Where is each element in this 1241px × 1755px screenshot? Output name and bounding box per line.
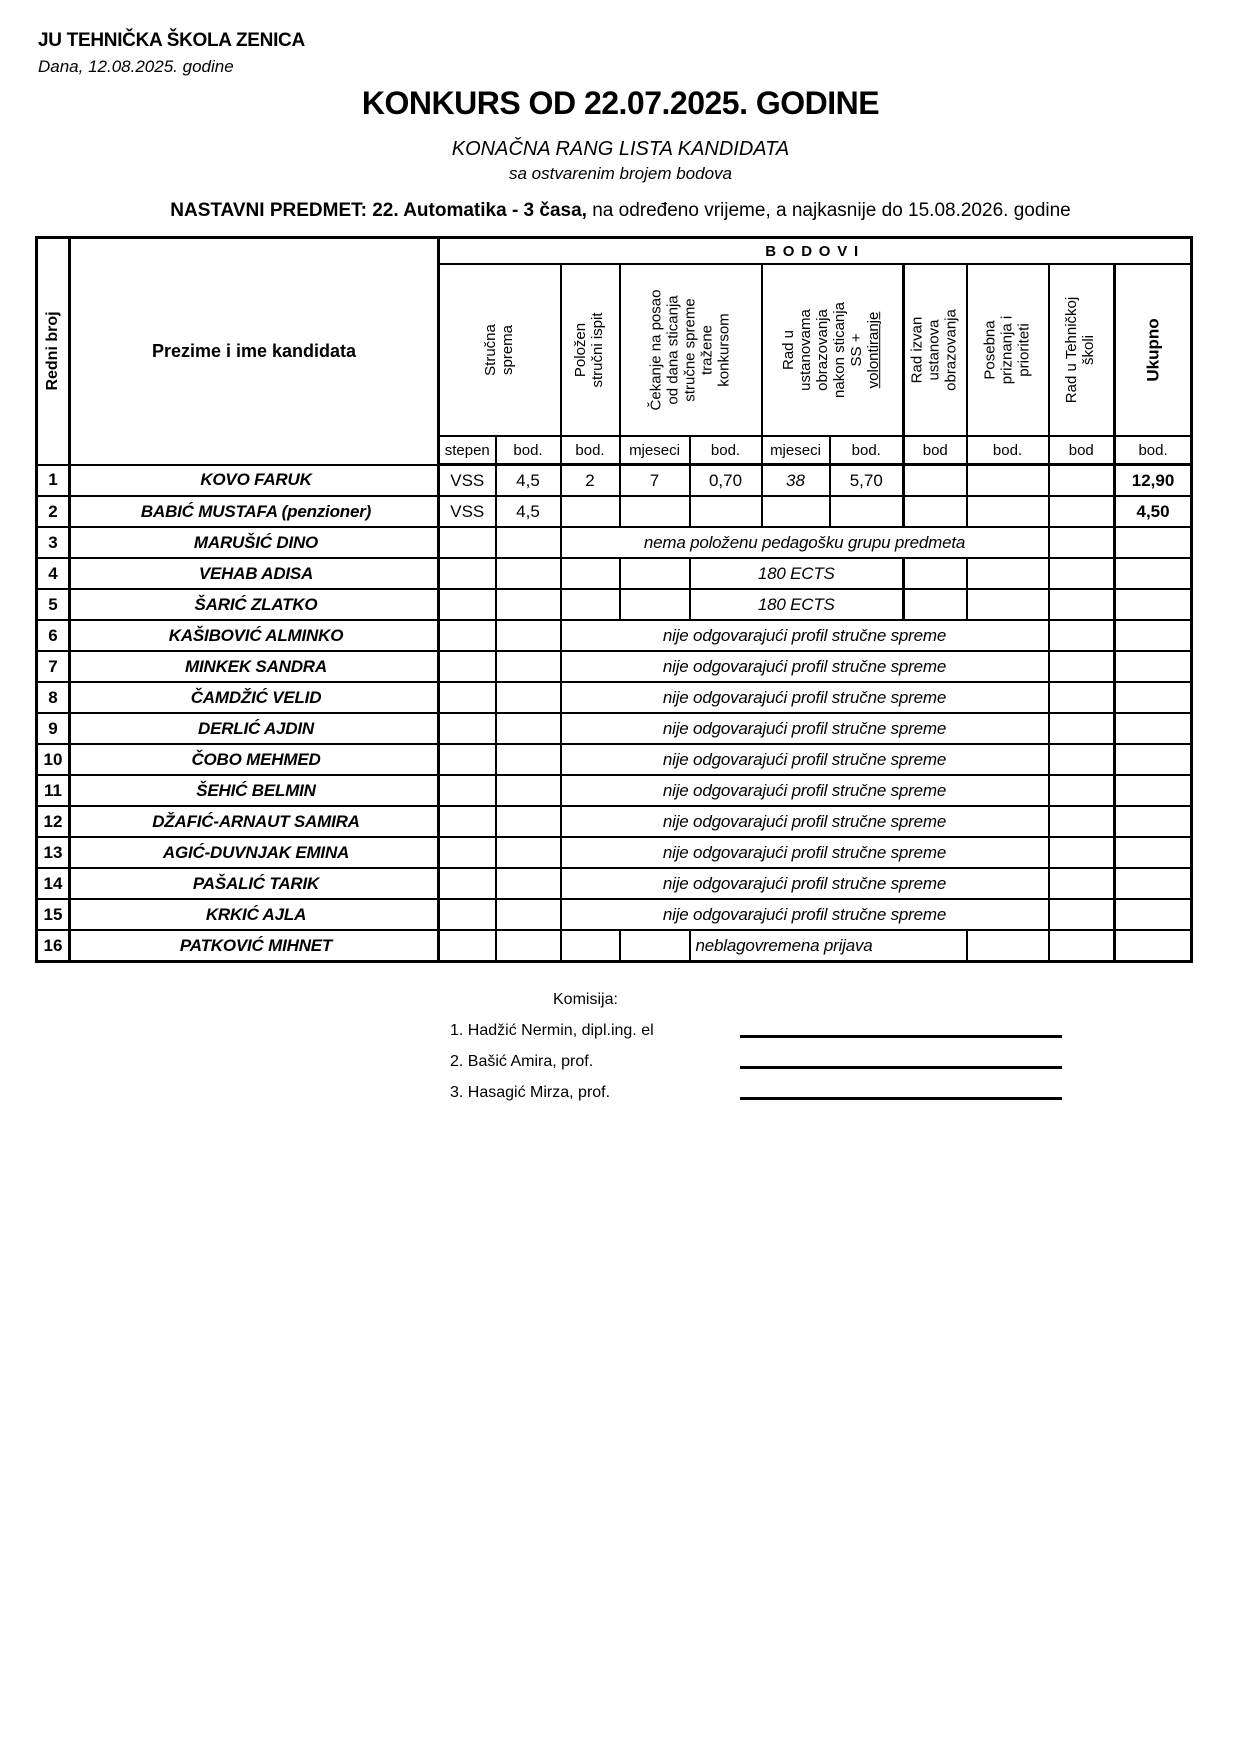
table-row <box>37 868 1192 899</box>
score-cell <box>1049 868 1115 899</box>
score-cell <box>439 651 496 682</box>
score-cell <box>967 496 1049 527</box>
score-cell <box>1049 496 1115 527</box>
committee-section <box>0 991 1241 1102</box>
candidate-name: KRKIĆ AJLA <box>70 899 439 930</box>
score-cell <box>439 682 496 713</box>
score-cell: 2 <box>561 465 620 497</box>
table-row <box>37 682 1192 713</box>
score-cell <box>439 837 496 868</box>
score-cell <box>1115 837 1192 868</box>
score-cell <box>439 558 496 589</box>
score-cell <box>830 496 904 527</box>
score-cell <box>1115 682 1192 713</box>
note-cell: nije odgovarajući profil stručne spreme <box>561 868 1049 899</box>
table-row <box>37 558 1192 589</box>
candidate-name: MINKEK SANDRA <box>70 651 439 682</box>
row-number: 8 <box>37 682 70 713</box>
score-cell <box>1049 620 1115 651</box>
candidate-name: DŽAFIĆ-ARNAUT SAMIRA <box>70 806 439 837</box>
table-row <box>37 620 1192 651</box>
candidate-name: ŠARIĆ ZLATKO <box>70 589 439 620</box>
score-cell <box>496 868 561 899</box>
table-row <box>37 465 1192 497</box>
committee-label: Komisija: <box>553 991 618 1008</box>
score-cell <box>967 930 1049 962</box>
table-row <box>37 837 1192 868</box>
unit-header: bod. <box>561 436 620 465</box>
candidate-name: PAŠALIĆ TARIK <box>70 868 439 899</box>
score-cell <box>439 775 496 806</box>
score-cell <box>1115 775 1192 806</box>
score-cell <box>1049 930 1115 962</box>
unit-header: mjeseci <box>620 436 690 465</box>
score-cell <box>1115 651 1192 682</box>
score-cell <box>439 899 496 930</box>
score-cell <box>1115 899 1192 930</box>
col-header-rad-izvan <box>904 264 967 436</box>
redni-broj-label: Redni broj <box>43 311 61 391</box>
row-number: 1 <box>37 465 70 497</box>
score-cell <box>967 589 1049 620</box>
note-cell: nije odgovarajući profil stručne spreme <box>561 620 1049 651</box>
table-row <box>37 651 1192 682</box>
score-cell <box>439 620 496 651</box>
score-cell <box>439 930 496 962</box>
score-cell <box>561 496 620 527</box>
committee-member-name: 1. Hadžić Nermin, dipl.ing. el <box>450 1022 654 1039</box>
score-cell: 7 <box>620 465 690 497</box>
table-row <box>37 806 1192 837</box>
score-cell: 4,5 <box>496 496 561 527</box>
table-row <box>37 930 1192 962</box>
committee-member-row <box>0 1053 1241 1071</box>
school-name: JU TEHNIČKA ŠKOLA ZENICA <box>38 30 305 51</box>
row-number: 7 <box>37 651 70 682</box>
subtitle-bodovi: sa ostvarenim brojem bodova <box>508 164 732 183</box>
candidate-name: KOVO FARUK <box>70 465 439 497</box>
col-header-label: Čekanje na posao od dana sticanja stručne spreme tražene konkursom <box>647 289 732 411</box>
unit-header: bod. <box>830 436 904 465</box>
score-cell <box>496 651 561 682</box>
unit-header: stepen <box>439 436 496 465</box>
note-cell: nije odgovarajući profil stručne spreme <box>561 682 1049 713</box>
score-cell <box>1115 806 1192 837</box>
signature-line <box>740 1035 1062 1038</box>
score-cell <box>1049 806 1115 837</box>
note-cell: 180 ECTS <box>690 589 904 620</box>
unit-header: bod. <box>496 436 561 465</box>
score-cell <box>1049 558 1115 589</box>
note-cell: 180 ECTS <box>690 558 904 589</box>
note-cell: nije odgovarajući profil stručne spreme <box>561 806 1049 837</box>
score-cell <box>967 465 1049 497</box>
date-line: Dana, 12.08.2025. godine <box>38 57 234 76</box>
score-cell <box>439 713 496 744</box>
score-cell <box>1049 744 1115 775</box>
score-cell: 5,70 <box>830 465 904 497</box>
committee-member-row <box>0 1084 1241 1102</box>
committee-member-row <box>0 1022 1241 1040</box>
score-cell <box>1115 713 1192 744</box>
score-cell <box>762 496 830 527</box>
score-cell <box>496 620 561 651</box>
col-header-redni-broj <box>37 238 70 465</box>
score-cell <box>1115 868 1192 899</box>
col-header-polo-en <box>561 264 620 436</box>
score-cell <box>496 682 561 713</box>
score-cell <box>620 496 690 527</box>
unit-header: bod. <box>1115 436 1192 465</box>
score-cell <box>1049 899 1115 930</box>
committee-member-name: 2. Bašić Amira, prof. <box>450 1053 594 1070</box>
score-cell <box>1049 527 1115 558</box>
score-cell <box>1049 713 1115 744</box>
table-row <box>37 775 1192 806</box>
candidate-name: ČAMDŽIĆ VELID <box>70 682 439 713</box>
unit-header: mjeseci <box>762 436 830 465</box>
score-cell <box>967 558 1049 589</box>
col-header-prezime: Prezime i ime kandidata <box>70 238 439 465</box>
score-cell: 38 <box>762 465 830 497</box>
col-header-label: Rad u Tehničkoj školi <box>1063 296 1098 404</box>
candidate-name: DERLIĆ AJDIN <box>70 713 439 744</box>
score-cell <box>1115 620 1192 651</box>
score-cell: VSS <box>439 465 496 497</box>
note-cell: nije odgovarajući profil stručne spreme <box>561 899 1049 930</box>
note-cell: nije odgovarajući profil stručne spreme <box>561 713 1049 744</box>
score-cell <box>904 589 967 620</box>
row-number: 5 <box>37 589 70 620</box>
row-number: 9 <box>37 713 70 744</box>
col-header-ukupno <box>1115 264 1192 436</box>
col-header-label: Rad u ustanovama obrazovanja nakon sticanja SS + volontiranje <box>780 302 883 398</box>
candidate-name: AGIĆ-DUVNJAK EMINA <box>70 837 439 868</box>
committee-members <box>0 1022 1241 1102</box>
note-cell: neblagovremena prijava <box>690 930 967 962</box>
candidate-name: MARUŠIĆ DINO <box>70 527 439 558</box>
score-cell <box>496 806 561 837</box>
subtitle-rang-lista: KONAČNA RANG LISTA KANDIDATA <box>451 138 790 160</box>
signature-line <box>740 1066 1062 1069</box>
score-cell <box>620 930 690 962</box>
score-cell <box>439 744 496 775</box>
score-cell <box>620 558 690 589</box>
score-cell <box>1115 744 1192 775</box>
score-cell <box>496 775 561 806</box>
row-number: 4 <box>37 558 70 589</box>
score-cell <box>439 806 496 837</box>
subject-line-bold: NASTAVNI PREDMET: 22. Automatika - 3 časa, <box>170 200 587 221</box>
col-header-label: Rad izvan ustanova obrazovanja <box>908 309 960 391</box>
score-cell <box>1115 930 1192 962</box>
col-header-label: Ukupno <box>1143 318 1163 382</box>
score-cell <box>496 713 561 744</box>
score-cell <box>690 496 762 527</box>
row-number: 14 <box>37 868 70 899</box>
score-cell <box>561 558 620 589</box>
candidate-name: PATKOVIĆ MIHNET <box>70 930 439 962</box>
score-cell <box>1049 651 1115 682</box>
candidate-name: VEHAB ADISA <box>70 558 439 589</box>
score-cell <box>620 589 690 620</box>
subject-line-rest: na određeno vrijeme, a najkasnije do 15.08.2026. godine <box>586 200 1071 221</box>
row-number: 11 <box>37 775 70 806</box>
score-cell <box>1049 465 1115 497</box>
col-header-label: Položen stručni ispit <box>572 312 606 388</box>
score-cell <box>561 930 620 962</box>
candidate-name: BABIĆ MUSTAFA (penzioner) <box>70 496 439 527</box>
table-row <box>37 713 1192 744</box>
score-cell <box>439 527 496 558</box>
score-cell <box>904 465 967 497</box>
note-cell: nije odgovarajući profil stručne spreme <box>561 651 1049 682</box>
col-header-label: Posebna priznanja i prioriteti <box>981 315 1032 385</box>
score-cell <box>496 899 561 930</box>
unit-header: bod <box>904 436 967 465</box>
score-cell <box>561 589 620 620</box>
col-header-stru-na <box>439 264 561 436</box>
candidate-name: ČOBO MEHMED <box>70 744 439 775</box>
score-cell <box>1049 589 1115 620</box>
row-number: 6 <box>37 620 70 651</box>
score-cell: 4,50 <box>1115 496 1192 527</box>
row-number: 12 <box>37 806 70 837</box>
score-cell <box>496 930 561 962</box>
score-cell <box>904 558 967 589</box>
unit-header: bod. <box>967 436 1049 465</box>
score-cell: 4,5 <box>496 465 561 497</box>
score-cell <box>496 527 561 558</box>
col-header-bodovi: BODOVI <box>439 238 1192 265</box>
score-cell <box>496 744 561 775</box>
table-row <box>37 496 1192 527</box>
committee-member-name: 3. Hasagić Mirza, prof. <box>450 1084 611 1101</box>
col-header-posebna <box>967 264 1049 436</box>
row-number: 10 <box>37 744 70 775</box>
col-header--ekanje-na-posao <box>620 264 762 436</box>
rank-table <box>35 236 1193 963</box>
score-cell <box>1049 837 1115 868</box>
col-header-rad-u <box>762 264 904 436</box>
row-number: 15 <box>37 899 70 930</box>
table-row <box>37 527 1192 558</box>
score-cell <box>496 558 561 589</box>
score-cell <box>496 589 561 620</box>
col-header-rad-u-tehni-koj <box>1049 264 1115 436</box>
score-cell <box>1115 558 1192 589</box>
note-cell: nije odgovarajući profil stručne spreme <box>561 775 1049 806</box>
page-title: KONKURS OD 22.07.2025. GODINE <box>361 85 880 121</box>
candidate-name: KAŠIBOVIĆ ALMINKO <box>70 620 439 651</box>
table-row <box>37 899 1192 930</box>
candidate-name: ŠEHIĆ BELMIN <box>70 775 439 806</box>
signature-line <box>740 1097 1062 1100</box>
unit-header: bod. <box>690 436 762 465</box>
note-cell: nije odgovarajući profil stručne spreme <box>561 837 1049 868</box>
score-cell <box>1115 589 1192 620</box>
row-number: 16 <box>37 930 70 962</box>
score-cell: 0,70 <box>690 465 762 497</box>
score-cell: 12,90 <box>1115 465 1192 497</box>
row-number: 3 <box>37 527 70 558</box>
unit-header: bod <box>1049 436 1115 465</box>
score-cell <box>1049 682 1115 713</box>
score-cell <box>496 837 561 868</box>
subject-line <box>0 200 1241 222</box>
col-header-label: Stručna sprema <box>481 324 516 376</box>
note-cell: nije odgovarajući profil stručne spreme <box>561 744 1049 775</box>
score-cell <box>904 496 967 527</box>
row-number: 2 <box>37 496 70 527</box>
table-row <box>37 589 1192 620</box>
note-cell: nema položenu pedagošku grupu predmeta <box>561 527 1049 558</box>
score-cell <box>1049 775 1115 806</box>
score-cell: VSS <box>439 496 496 527</box>
score-cell <box>439 589 496 620</box>
score-cell <box>1115 527 1192 558</box>
score-cell <box>439 868 496 899</box>
table-row <box>37 744 1192 775</box>
row-number: 13 <box>37 837 70 868</box>
